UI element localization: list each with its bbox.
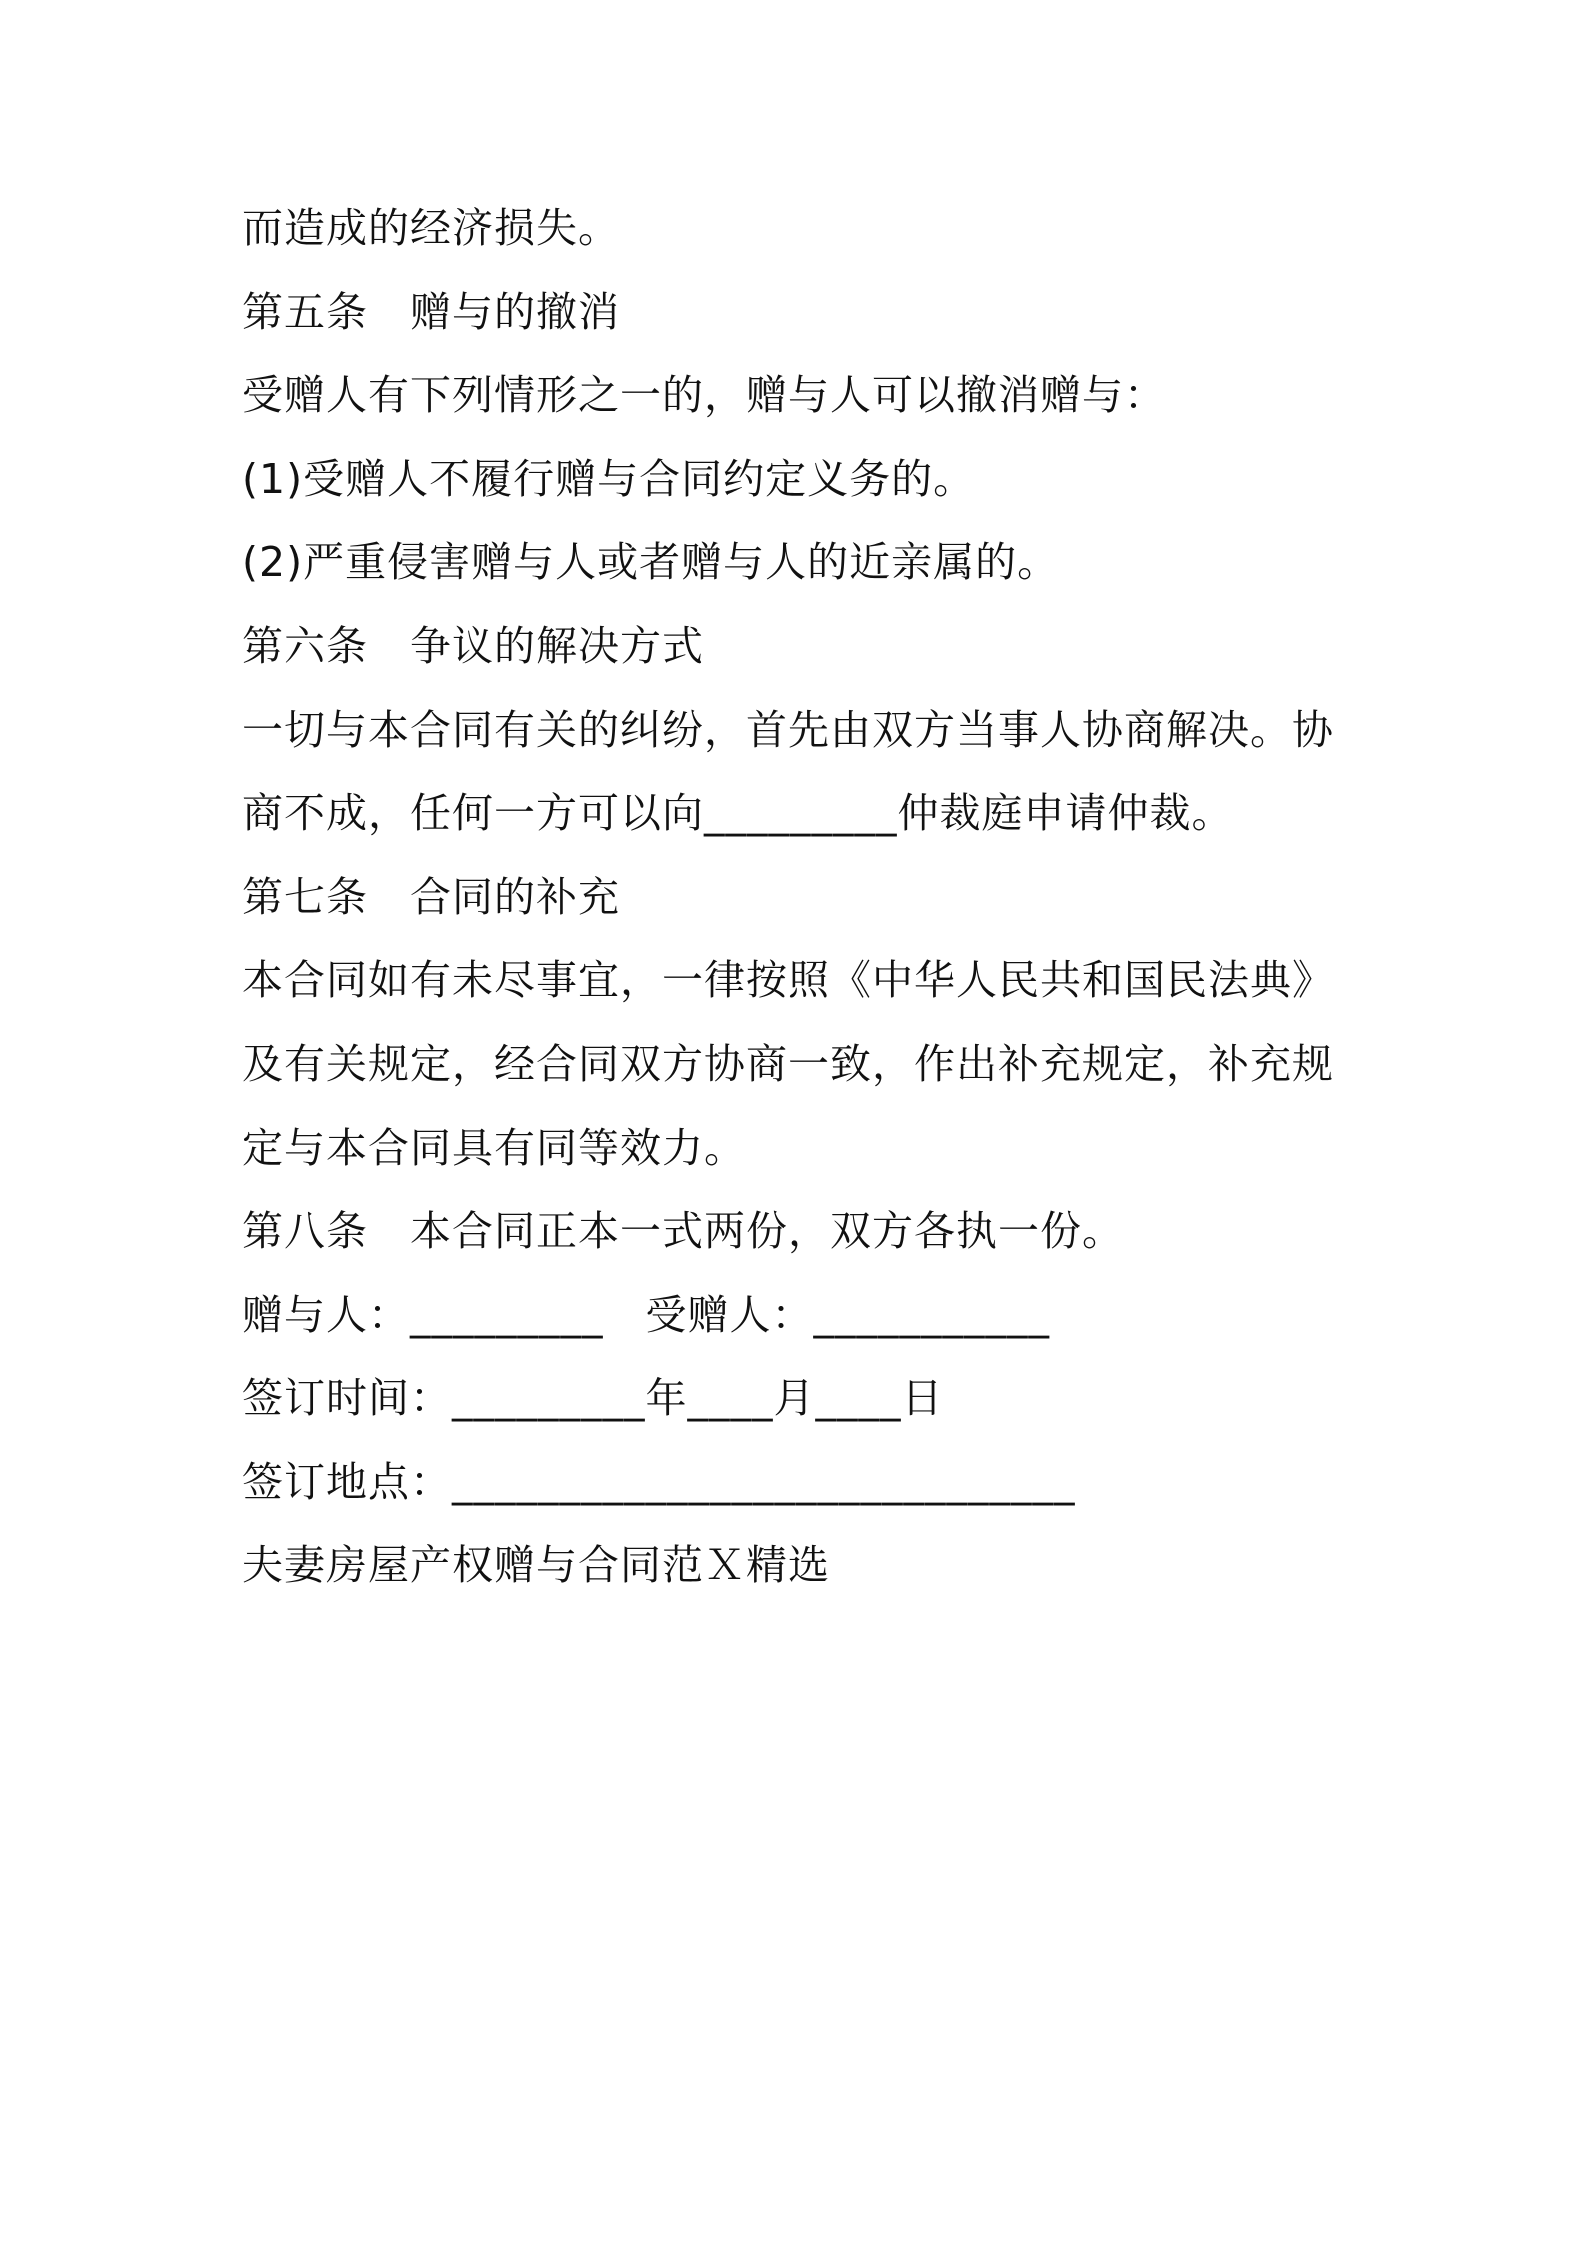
text-line-dispute-2: 商不成，任何一方可以向_________仲裁庭申请仲裁。	[242, 789, 1234, 837]
heading-article-8: 第八条 本合同正本一式两份，双方各执一份。	[242, 1207, 1124, 1255]
heading-article-7: 第七条 合同的补充	[242, 873, 620, 921]
heading-article-6: 第六条 争议的解决方式	[242, 622, 704, 670]
signature-fields-parties: 赠与人：_________ 受赠人：___________	[242, 1291, 1050, 1339]
text-line-revocation-conditions: 受赠人有下列情形之一的，赠与人可以撤消赠与：	[242, 371, 1166, 419]
text-line-condition-1: (1)受赠人不履行赠与合同约定义务的。	[242, 455, 976, 503]
text-line-supplement-2: 及有关规定，经合同双方协商一致，作出补充规定，补充规	[242, 1040, 1334, 1088]
document-next-title: 夫妻房屋产权赠与合同范Ｘ精选	[242, 1541, 830, 1589]
text-line-condition-2: (2)严重侵害赠与人或者赠与人的近亲属的。	[242, 538, 1060, 586]
text-line-economic-loss: 而造成的经济损失。	[242, 204, 620, 252]
text-line-supplement-3: 定与本合同具有同等效力。	[242, 1124, 746, 1172]
text-line-dispute-1: 一切与本合同有关的纠纷，首先由双方当事人协商解决。协	[242, 706, 1334, 754]
signature-field-place: 签订地点：_____________________________	[242, 1458, 1076, 1506]
signature-field-date: 签订时间：_________年____月____日	[242, 1374, 944, 1422]
heading-article-5: 第五条 赠与的撤消	[242, 288, 620, 336]
text-line-supplement-1: 本合同如有未尽事宜，一律按照《中华人民共和国民法典》	[242, 956, 1334, 1004]
